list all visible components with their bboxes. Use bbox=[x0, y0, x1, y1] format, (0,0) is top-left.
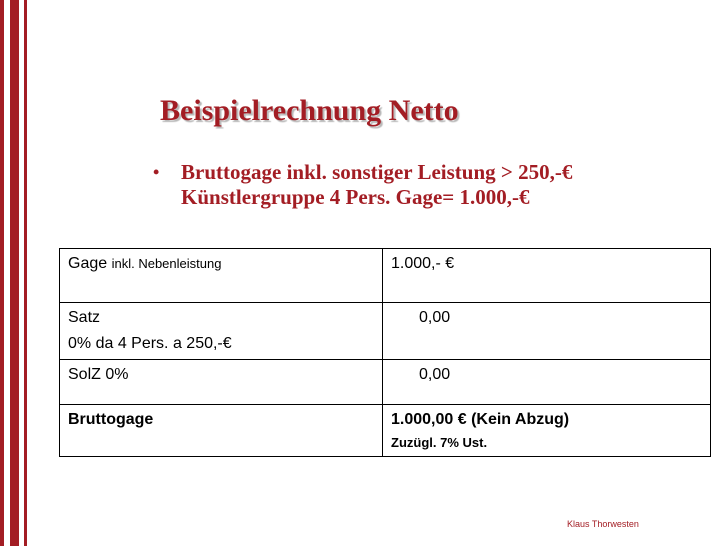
table-row bbox=[60, 249, 711, 303]
table-row bbox=[60, 360, 711, 405]
decorative-bar-middle bbox=[10, 0, 19, 546]
gage-sublabel: inkl. Nebenleistung bbox=[111, 256, 222, 271]
bullet-line-1: Bruttogage inkl. sonstiger Leistung > 250,-€ bbox=[181, 160, 573, 184]
row-label bbox=[60, 360, 383, 405]
gage-value: 1.000,- € bbox=[391, 255, 455, 272]
bullet-icon: • bbox=[153, 162, 160, 182]
table-row bbox=[60, 405, 711, 457]
bullet-item bbox=[153, 160, 572, 210]
row-value bbox=[383, 405, 711, 457]
bullet-text bbox=[181, 160, 572, 210]
solz-value: 0,00 bbox=[419, 366, 451, 383]
solz-label: SolZ 0% bbox=[68, 366, 129, 383]
satz-label: Satz bbox=[68, 309, 101, 326]
vat-note: Zuzügl. 7% Ust. bbox=[391, 435, 488, 450]
decorative-bar-right bbox=[24, 0, 27, 546]
gage-label: Gage bbox=[68, 255, 108, 272]
satz-description: 0% da 4 Pers. a 250,-€ bbox=[68, 335, 232, 352]
row-label bbox=[60, 303, 383, 360]
slide-title: Beispielrechnung Netto bbox=[160, 94, 459, 127]
row-value bbox=[383, 249, 711, 303]
row-value bbox=[383, 360, 711, 405]
table-row bbox=[60, 303, 711, 360]
bruttogage-value: 1.000,00 € (Kein Abzug) bbox=[391, 411, 570, 428]
row-label bbox=[60, 249, 383, 303]
bruttogage-label: Bruttogage bbox=[68, 411, 154, 428]
decorative-bar-left bbox=[0, 0, 4, 546]
calculation-table bbox=[59, 248, 711, 457]
satz-value: 0,00 bbox=[419, 309, 451, 326]
row-label bbox=[60, 405, 383, 457]
bullet-line-2: Künstlergruppe 4 Pers. Gage= 1.000,-€ bbox=[181, 185, 530, 209]
footer-author: Klaus Thorwesten bbox=[567, 519, 639, 529]
row-value bbox=[383, 303, 711, 360]
